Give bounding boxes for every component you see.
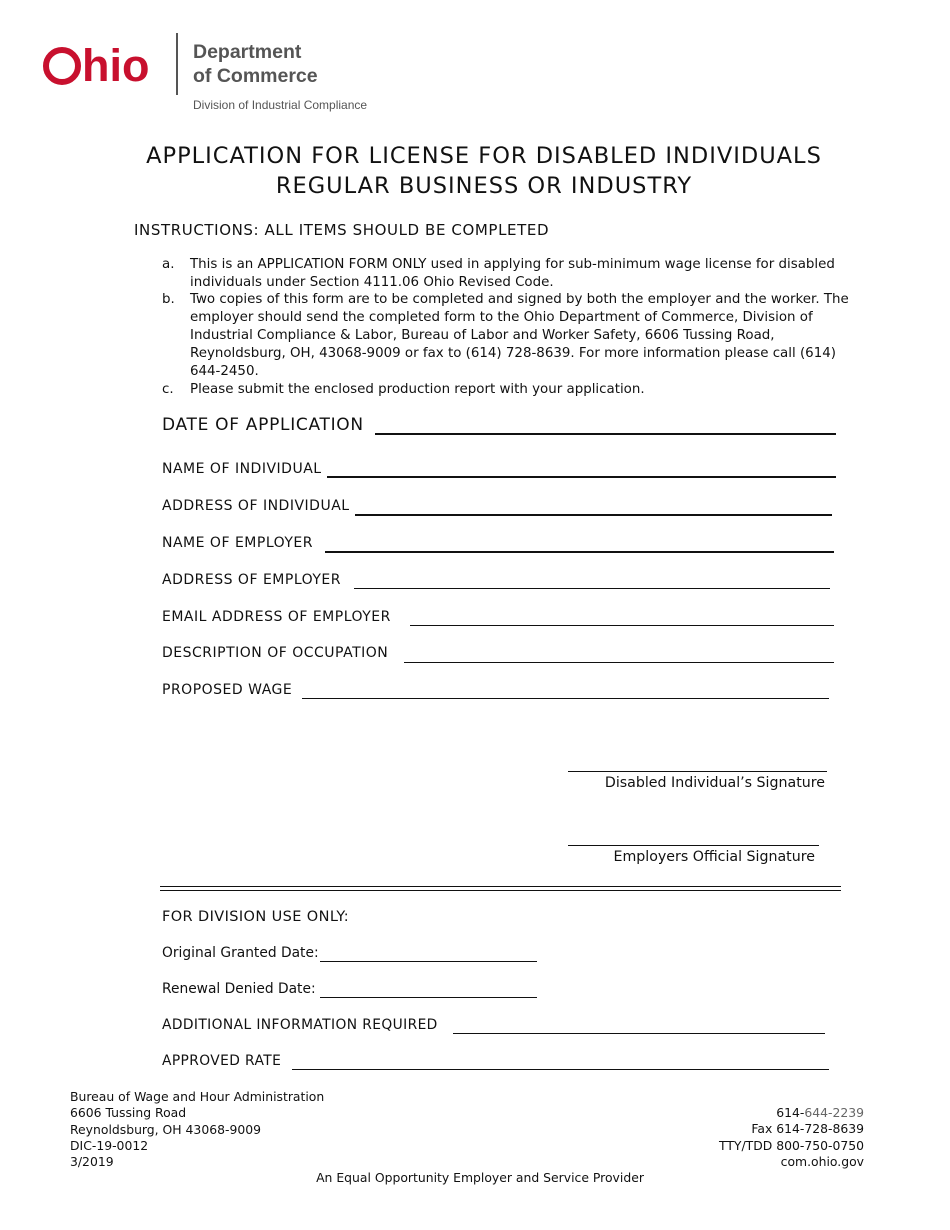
instruction-text: This is an APPLICATION FORM ONLY used in applying for sub-minimum wage license for disabled individuals under Section 4111.06 Ohio Revised Code. bbox=[190, 257, 835, 290]
footer-form-number: DIC-19-0012 bbox=[70, 1137, 149, 1153]
section-divider bbox=[160, 886, 841, 891]
page-title-line2: REGULAR BUSINESS OR INDUSTRY bbox=[275, 173, 693, 199]
original-granted-field[interactable] bbox=[320, 961, 537, 962]
division-name: Division of Industrial Compliance bbox=[193, 98, 368, 112]
employer-signature-field[interactable] bbox=[568, 845, 819, 846]
email-of-employer-label: EMAIL ADDRESS OF EMPLOYER bbox=[162, 609, 391, 625]
footer-phone-prefix: 614- bbox=[776, 1105, 805, 1120]
proposed-wage-label: PROPOSED WAGE bbox=[162, 682, 293, 698]
ohio-logo-o-icon bbox=[43, 47, 81, 85]
instruction-text: Please submit the enclosed production report with your application. bbox=[190, 382, 645, 397]
date-of-application-label: DATE OF APPLICATION bbox=[162, 415, 364, 435]
renewal-denied-label: Renewal Denied Date: bbox=[162, 981, 316, 997]
footer-contact bbox=[650, 1105, 864, 1170]
individual-signature-field[interactable] bbox=[568, 771, 827, 772]
instruction-letter: a. bbox=[162, 257, 175, 272]
department-line1: Department bbox=[193, 41, 302, 63]
footer-phone bbox=[650, 1105, 864, 1121]
department-line2: of Commerce bbox=[193, 65, 318, 87]
employer-signature-label: Employers Official Signature bbox=[613, 849, 815, 865]
name-of-individual-label: NAME OF INDIVIDUAL bbox=[162, 461, 322, 477]
footer-fax: Fax 614-728-8639 bbox=[751, 1121, 864, 1137]
footer-address bbox=[70, 1089, 324, 1170]
proposed-wage-field[interactable] bbox=[302, 698, 829, 699]
footer-bureau: Bureau of Wage and Hour Administration bbox=[70, 1089, 325, 1104]
renewal-denied-field[interactable] bbox=[320, 997, 537, 998]
individual-signature-label: Disabled Individual’s Signature bbox=[604, 775, 825, 791]
logo-divider bbox=[176, 33, 178, 95]
ohio-logo-text: hio bbox=[82, 40, 150, 91]
footer-revision-date: 3/2019 bbox=[70, 1154, 114, 1170]
date-of-application-field[interactable] bbox=[375, 433, 836, 435]
address-of-employer-label: ADDRESS OF EMPLOYER bbox=[162, 572, 342, 588]
original-granted-label: Original Granted Date: bbox=[162, 945, 319, 961]
description-of-occupation-field[interactable] bbox=[404, 662, 834, 663]
footer-website: com.ohio.gov bbox=[780, 1153, 864, 1169]
instruction-letter: c. bbox=[162, 382, 174, 397]
page-title-line1: APPLICATION FOR LICENSE FOR DISABLED INDIVIDUALS bbox=[146, 143, 822, 169]
address-of-employer-field[interactable] bbox=[354, 588, 830, 589]
instructions-heading: INSTRUCTIONS: ALL ITEMS SHOULD BE COMPLETED bbox=[134, 221, 550, 239]
name-of-employer-label: NAME OF EMPLOYER bbox=[162, 535, 313, 551]
address-of-individual-label: ADDRESS OF INDIVIDUAL bbox=[162, 498, 350, 514]
ohio-logo bbox=[43, 36, 149, 96]
description-of-occupation-label: DESCRIPTION OF OCCUPATION bbox=[162, 645, 389, 661]
additional-info-field[interactable] bbox=[453, 1033, 825, 1034]
instruction-text: Two copies of this form are to be completed and signed by both the employer and the worker. The employer should send the completed form to the Ohio Department of Commerce, Division of Industrial Compliance & Labor, Bureau of Labor and Worker Safety, 6606 Tussing Road, Reynoldsburg, OH, 43068-9009 or fax to (614) 728-8639. For more information please call (614) 644-2450. bbox=[190, 292, 849, 379]
approved-rate-field[interactable] bbox=[292, 1069, 829, 1070]
footer-phone-number: 644-2239 bbox=[804, 1105, 864, 1120]
footer-tty: TTY/TDD 800-750-0750 bbox=[718, 1137, 864, 1153]
division-use-heading: FOR DIVISION USE ONLY: bbox=[162, 909, 350, 925]
footer-tagline: An Equal Opportunity Employer and Service Provider bbox=[316, 1170, 644, 1185]
name-of-individual-field[interactable] bbox=[327, 476, 836, 478]
footer-street: 6606 Tussing Road bbox=[70, 1105, 187, 1121]
department-name bbox=[193, 40, 318, 88]
address-of-individual-field[interactable] bbox=[355, 514, 832, 516]
instruction-letter: b. bbox=[162, 292, 175, 307]
name-of-employer-field[interactable] bbox=[325, 551, 834, 553]
footer-city: Reynoldsburg, OH 43068-9009 bbox=[70, 1121, 261, 1137]
approved-rate-label: APPROVED RATE bbox=[162, 1053, 282, 1069]
additional-info-label: ADDITIONAL INFORMATION REQUIRED bbox=[162, 1017, 438, 1033]
email-of-employer-field[interactable] bbox=[410, 625, 834, 626]
